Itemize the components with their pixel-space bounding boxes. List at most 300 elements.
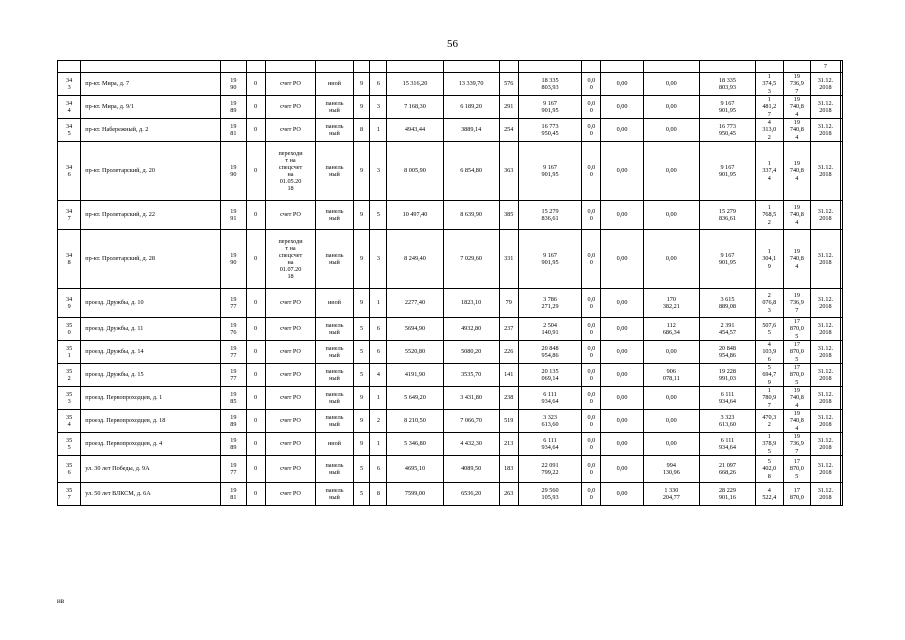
cost-other: 0,00 <box>601 410 643 433</box>
entrances: 1 <box>370 289 387 318</box>
account-type: счет РО <box>265 483 316 506</box>
table-row <box>58 483 843 506</box>
year-commissioned: 0 <box>246 142 265 201</box>
total-area: 10 497,40 <box>387 201 443 230</box>
year-built: 19 77 <box>221 364 246 387</box>
cost-share: 0,0 0 <box>582 289 601 318</box>
account-type: счет РО <box>265 433 316 456</box>
total-area: 7599,00 <box>387 483 443 506</box>
table-cell <box>783 61 811 73</box>
total-area: 5520,80 <box>387 341 443 364</box>
floors: 9 <box>353 410 370 433</box>
footer-mark: нв <box>57 597 65 605</box>
table-row <box>58 73 843 96</box>
year-built: 19 90 <box>221 142 246 201</box>
unit-cost: 1 304,1 9 <box>756 230 784 289</box>
year-built: 19 89 <box>221 96 246 119</box>
floors: 5 <box>353 318 370 341</box>
floors: 9 <box>353 73 370 96</box>
deadline: 31.12. 2018 <box>811 201 841 230</box>
cost-fund: 28 229 901,16 <box>699 483 755 506</box>
residents: 519 <box>499 410 518 433</box>
residents: 141 <box>499 364 518 387</box>
total-area: 2277,40 <box>387 289 443 318</box>
total-area: 5694,90 <box>387 318 443 341</box>
residents: 263 <box>499 483 518 506</box>
row-number: 34 9 <box>58 289 81 318</box>
unit-cost: 1 780,9 7 <box>756 387 784 410</box>
account-type: счет РО <box>265 119 316 142</box>
wall-material: панель ный <box>316 456 353 483</box>
year-commissioned: 0 <box>246 364 265 387</box>
wall-material: панель ный <box>316 483 353 506</box>
address: ул. 50 лет ВЛКСМ, д. 6А <box>81 483 221 506</box>
max-unit-cost: 19 740,8 4 <box>783 410 811 433</box>
unit-cost: 1 378,9 5 <box>756 433 784 456</box>
wall-material: панель ный <box>316 318 353 341</box>
year-built: 19 90 <box>221 230 246 289</box>
cost-owners: 112 686,34 <box>643 318 699 341</box>
deadline: 31.12. 2018 <box>811 73 841 96</box>
table-cell <box>316 61 353 73</box>
total-cost: 29 560 105,93 <box>518 483 582 506</box>
floors: 5 <box>353 364 370 387</box>
address: пр-кт. Мира, д. 7 <box>81 73 221 96</box>
row-number: 34 6 <box>58 142 81 201</box>
year-commissioned: 0 <box>246 201 265 230</box>
max-unit-cost: 19 736,9 7 <box>783 73 811 96</box>
page-number: 56 <box>447 38 458 50</box>
floors: 9 <box>353 387 370 410</box>
table-cell-empty <box>840 201 842 230</box>
max-unit-cost: 19 736,9 7 <box>783 433 811 456</box>
unit-cost: 1 768,5 2 <box>756 201 784 230</box>
table-cell-empty <box>840 96 842 119</box>
row-number: 35 3 <box>58 387 81 410</box>
address: проезд. Первопроходцев, д. 4 <box>81 433 221 456</box>
year-commissioned: 0 <box>246 483 265 506</box>
year-built: 19 76 <box>221 318 246 341</box>
floors: 9 <box>353 230 370 289</box>
max-unit-cost: 17 870,0 5 <box>783 456 811 483</box>
wall-material: панель ный <box>316 364 353 387</box>
table-cell <box>81 61 221 73</box>
cost-other: 0,00 <box>601 483 643 506</box>
table-row <box>58 119 843 142</box>
entrances: 4 <box>370 364 387 387</box>
table-cell <box>265 61 316 73</box>
unit-cost: 1 374,5 3 <box>756 73 784 96</box>
table-cell-empty <box>840 483 842 506</box>
entrances: 6 <box>370 318 387 341</box>
table-cell-empty <box>840 230 842 289</box>
register-table <box>57 60 843 506</box>
residents: 331 <box>499 230 518 289</box>
year-commissioned: 0 <box>246 96 265 119</box>
unit-cost: 5 402,0 8 <box>756 456 784 483</box>
residents: 183 <box>499 456 518 483</box>
table-cell-empty <box>840 456 842 483</box>
table-cell-empty <box>840 318 842 341</box>
total-area: 7 168,30 <box>387 96 443 119</box>
cost-owners: 0,00 <box>643 341 699 364</box>
living-area: 3889,14 <box>443 119 499 142</box>
unit-cost: 470,3 2 <box>756 410 784 433</box>
total-area: 4943,44 <box>387 119 443 142</box>
cost-owners: 0,00 <box>643 433 699 456</box>
address: пр-кт. Набережный, д. 2 <box>81 119 221 142</box>
max-unit-cost: 19 740,8 4 <box>783 387 811 410</box>
table-row <box>58 410 843 433</box>
deadline: 31.12. 2018 <box>811 318 841 341</box>
wall-material: панель ный <box>316 387 353 410</box>
cost-fund: 16 773 950,45 <box>699 119 755 142</box>
table-row <box>58 387 843 410</box>
entrances: 6 <box>370 73 387 96</box>
deadline: 31.12. 2018 <box>811 387 841 410</box>
table-cell <box>221 61 246 73</box>
address: проезд. Первопроходцев, д. 18 <box>81 410 221 433</box>
cost-fund: 2 391 454,57 <box>699 318 755 341</box>
deadline: 31.12. 2018 <box>811 364 841 387</box>
year-commissioned: 0 <box>246 230 265 289</box>
wall-material: панель ный <box>316 410 353 433</box>
residents: 79 <box>499 289 518 318</box>
deadline: 31.12. 2018 <box>811 456 841 483</box>
cost-share: 0,0 0 <box>582 364 601 387</box>
address: проезд. Дружбы, д. 15 <box>81 364 221 387</box>
table-row-continued <box>58 61 843 73</box>
floors: 9 <box>353 289 370 318</box>
cost-other: 0,00 <box>601 230 643 289</box>
cost-fund: 19 228 991,03 <box>699 364 755 387</box>
floors: 5 <box>353 341 370 364</box>
cost-fund: 6 111 934,64 <box>699 387 755 410</box>
wall-material: панель ный <box>316 119 353 142</box>
total-area: 8 005,90 <box>387 142 443 201</box>
account-type: счет РО <box>265 318 316 341</box>
year-commissioned: 0 <box>246 341 265 364</box>
address: проезд. Дружбы, д. 10 <box>81 289 221 318</box>
entrances: 3 <box>370 96 387 119</box>
account-type: счет РО <box>265 341 316 364</box>
total-cost: 18 335 803,93 <box>518 73 582 96</box>
year-built: 19 89 <box>221 433 246 456</box>
row-number: 35 0 <box>58 318 81 341</box>
deadline: 31.12. 2018 <box>811 230 841 289</box>
total-cost: 22 091 799,22 <box>518 456 582 483</box>
cost-other: 0,00 <box>601 364 643 387</box>
table-cell-empty <box>840 341 842 364</box>
account-type: счет РО <box>265 73 316 96</box>
row-number: 35 6 <box>58 456 81 483</box>
living-area: 6536,20 <box>443 483 499 506</box>
table-cell <box>840 61 842 73</box>
cost-owners: 0,00 <box>643 96 699 119</box>
table-cell <box>387 61 443 73</box>
total-area: 15 316,20 <box>387 73 443 96</box>
total-area: 5 649,20 <box>387 387 443 410</box>
living-area: 6 189,20 <box>443 96 499 119</box>
entrances: 1 <box>370 119 387 142</box>
deadline: 31.12. 2018 <box>811 142 841 201</box>
cost-owners: 0,00 <box>643 410 699 433</box>
address: проезд. Первопроходцев, д. 1 <box>81 387 221 410</box>
cost-share: 0,0 0 <box>582 318 601 341</box>
cost-other: 0,00 <box>601 201 643 230</box>
floors: 9 <box>353 142 370 201</box>
row-number: 35 1 <box>58 341 81 364</box>
residents: 238 <box>499 387 518 410</box>
residents: 576 <box>499 73 518 96</box>
cost-fund: 18 335 803,93 <box>699 73 755 96</box>
year-commissioned: 0 <box>246 73 265 96</box>
deadline: 31.12. 2018 <box>811 119 841 142</box>
cost-share: 0,0 0 <box>582 201 601 230</box>
cost-other: 0,00 <box>601 341 643 364</box>
table-cell <box>353 61 370 73</box>
account-type: счет РО <box>265 456 316 483</box>
year-built: 19 91 <box>221 201 246 230</box>
residents: 213 <box>499 433 518 456</box>
table-cell <box>582 61 601 73</box>
table-cell-empty <box>840 387 842 410</box>
table-cell-empty <box>840 142 842 201</box>
entrances: 5 <box>370 201 387 230</box>
year-built: 19 81 <box>221 119 246 142</box>
row-number: 35 5 <box>58 433 81 456</box>
table-cell-empty <box>840 119 842 142</box>
residents: 226 <box>499 341 518 364</box>
residents: 237 <box>499 318 518 341</box>
wall-material: панель ный <box>316 341 353 364</box>
address: пр-кт. Пролетарский, д. 22 <box>81 201 221 230</box>
year-commissioned: 0 <box>246 387 265 410</box>
wall-material: иной <box>316 433 353 456</box>
total-cost: 3 786 271,29 <box>518 289 582 318</box>
cost-share: 0,0 0 <box>582 230 601 289</box>
living-area: 13 339,70 <box>443 73 499 96</box>
max-unit-cost: 19 740,8 4 <box>783 142 811 201</box>
total-area: 4695,10 <box>387 456 443 483</box>
deadline: 31.12. 2018 <box>811 341 841 364</box>
cost-owners: 994 130,96 <box>643 456 699 483</box>
account-type: переходи т на спецсчет на 01.05.20 18 <box>265 142 316 201</box>
account-type: счет РО <box>265 387 316 410</box>
unit-cost: 1 337,4 4 <box>756 142 784 201</box>
unit-cost: 4 313,0 2 <box>756 119 784 142</box>
cost-share: 0,0 0 <box>582 341 601 364</box>
total-cost: 9 167 901,95 <box>518 230 582 289</box>
cost-owners: 0,00 <box>643 73 699 96</box>
address: ул. 30 лет Победы, д. 9А <box>81 456 221 483</box>
total-cost: 6 111 934,64 <box>518 387 582 410</box>
entrances: 3 <box>370 142 387 201</box>
cost-fund: 3 323 613,60 <box>699 410 755 433</box>
cost-other: 0,00 <box>601 119 643 142</box>
cost-other: 0,00 <box>601 73 643 96</box>
table-row <box>58 456 843 483</box>
total-cost: 3 323 613,60 <box>518 410 582 433</box>
entrances: 8 <box>370 483 387 506</box>
cost-share: 0,0 0 <box>582 96 601 119</box>
residents: 385 <box>499 201 518 230</box>
table-cell-empty <box>840 410 842 433</box>
cost-fund: 9 167 901,95 <box>699 142 755 201</box>
year-built: 19 89 <box>221 410 246 433</box>
wall-material: панель ный <box>316 201 353 230</box>
total-area: 8 210,50 <box>387 410 443 433</box>
entrances: 6 <box>370 456 387 483</box>
cost-other: 0,00 <box>601 456 643 483</box>
living-area: 7 029,60 <box>443 230 499 289</box>
row-number: 35 4 <box>58 410 81 433</box>
row-number: 34 3 <box>58 73 81 96</box>
cost-share: 0,0 0 <box>582 456 601 483</box>
entrances: 3 <box>370 230 387 289</box>
wall-material: панель ный <box>316 230 353 289</box>
wall-material: иной <box>316 73 353 96</box>
year-commissioned: 0 <box>246 318 265 341</box>
cost-owners: 0,00 <box>643 201 699 230</box>
table-row <box>58 201 843 230</box>
cost-owners: 170 382,21 <box>643 289 699 318</box>
year-commissioned: 0 <box>246 119 265 142</box>
deadline: 31.12. 2018 <box>811 96 841 119</box>
table-cell-empty <box>840 289 842 318</box>
table-cell <box>370 61 387 73</box>
row-number: 34 7 <box>58 201 81 230</box>
total-area: 8 249,40 <box>387 230 443 289</box>
residents: 291 <box>499 96 518 119</box>
address: пр-кт. Пролетарский, д. 20 <box>81 142 221 201</box>
table-cell <box>756 61 784 73</box>
living-area: 4932,80 <box>443 318 499 341</box>
floors: 9 <box>353 96 370 119</box>
total-cost: 20 135 069,14 <box>518 364 582 387</box>
year-built: 19 77 <box>221 341 246 364</box>
total-cost: 16 773 950,45 <box>518 119 582 142</box>
floors: 5 <box>353 483 370 506</box>
year-built: 19 90 <box>221 73 246 96</box>
account-type: счет РО <box>265 201 316 230</box>
row-number: 35 7 <box>58 483 81 506</box>
total-area: 5 346,80 <box>387 433 443 456</box>
cost-owners: 0,00 <box>643 142 699 201</box>
row-number: 34 8 <box>58 230 81 289</box>
residents: 254 <box>499 119 518 142</box>
unit-cost: 4 522,4 <box>756 483 784 506</box>
account-type: счет РО <box>265 96 316 119</box>
cost-other: 0,00 <box>601 289 643 318</box>
max-unit-cost: 19 740,8 4 <box>783 230 811 289</box>
cost-share: 0,0 0 <box>582 73 601 96</box>
max-unit-cost: 17 870,0 5 <box>783 341 811 364</box>
table-cell <box>518 61 582 73</box>
cost-fund: 20 848 954,86 <box>699 341 755 364</box>
year-built: 19 81 <box>221 483 246 506</box>
cost-fund: 6 111 934,64 <box>699 433 755 456</box>
unit-cost: 5 694,7 9 <box>756 364 784 387</box>
unit-cost: 4 103,9 6 <box>756 341 784 364</box>
table-cell-empty <box>840 73 842 96</box>
table-row <box>58 318 843 341</box>
year-commissioned: 0 <box>246 410 265 433</box>
total-cost: 9 167 901,95 <box>518 142 582 201</box>
living-area: 4 432,30 <box>443 433 499 456</box>
year-built: 19 77 <box>221 456 246 483</box>
cost-fund: 21 097 668,26 <box>699 456 755 483</box>
cost-owners: 906 078,11 <box>643 364 699 387</box>
table-row <box>58 433 843 456</box>
max-unit-cost: 17 870,0 5 <box>783 318 811 341</box>
max-unit-cost: 17 870,0 5 <box>783 364 811 387</box>
entrances: 2 <box>370 410 387 433</box>
total-cost: 15 279 836,61 <box>518 201 582 230</box>
table-cell <box>699 61 755 73</box>
cost-other: 0,00 <box>601 142 643 201</box>
living-area: 5080,20 <box>443 341 499 364</box>
cost-fund: 3 615 889,08 <box>699 289 755 318</box>
cost-other: 0,00 <box>601 387 643 410</box>
living-area: 7 066,70 <box>443 410 499 433</box>
deadline: 31.12. 2018 <box>811 410 841 433</box>
cost-share: 0,0 0 <box>582 410 601 433</box>
account-type: счет РО <box>265 289 316 318</box>
cost-owners: 0,00 <box>643 387 699 410</box>
living-area: 6 854,80 <box>443 142 499 201</box>
table-row <box>58 142 843 201</box>
year-commissioned: 0 <box>246 433 265 456</box>
floors: 9 <box>353 433 370 456</box>
cost-share: 0,0 0 <box>582 483 601 506</box>
table-cell <box>499 61 518 73</box>
address: проезд. Дружбы, д. 14 <box>81 341 221 364</box>
row-number: 34 4 <box>58 96 81 119</box>
cost-owners: 1 330 204,77 <box>643 483 699 506</box>
unit-cost: 1 481,2 7 <box>756 96 784 119</box>
total-cost: 9 167 901,95 <box>518 96 582 119</box>
total-cost: 2 504 140,91 <box>518 318 582 341</box>
total-cost: 20 848 954,86 <box>518 341 582 364</box>
account-type: счет РО <box>265 364 316 387</box>
entrances: 1 <box>370 433 387 456</box>
table-cell-empty <box>840 433 842 456</box>
floors: 8 <box>353 119 370 142</box>
deadline: 31.12. 2018 <box>811 289 841 318</box>
total-cost: 6 111 934,64 <box>518 433 582 456</box>
living-area: 8 639,90 <box>443 201 499 230</box>
table-cell <box>601 61 643 73</box>
wall-material: панель ный <box>316 96 353 119</box>
cost-other: 0,00 <box>601 318 643 341</box>
cost-share: 0,0 0 <box>582 433 601 456</box>
max-unit-cost: 19 736,9 7 <box>783 289 811 318</box>
cost-fund: 9 167 901,95 <box>699 230 755 289</box>
cost-share: 0,0 0 <box>582 142 601 201</box>
cost-other: 0,00 <box>601 96 643 119</box>
living-area: 1823,10 <box>443 289 499 318</box>
entrances: 6 <box>370 341 387 364</box>
table-row <box>58 364 843 387</box>
unit-cost: 507,6 5 <box>756 318 784 341</box>
deadline: 31.12. 2018 <box>811 433 841 456</box>
cost-owners: 0,00 <box>643 119 699 142</box>
year-commissioned: 0 <box>246 456 265 483</box>
max-unit-cost: 19 740,8 4 <box>783 201 811 230</box>
max-unit-cost: 19 740,8 4 <box>783 119 811 142</box>
table-cell <box>58 61 81 73</box>
